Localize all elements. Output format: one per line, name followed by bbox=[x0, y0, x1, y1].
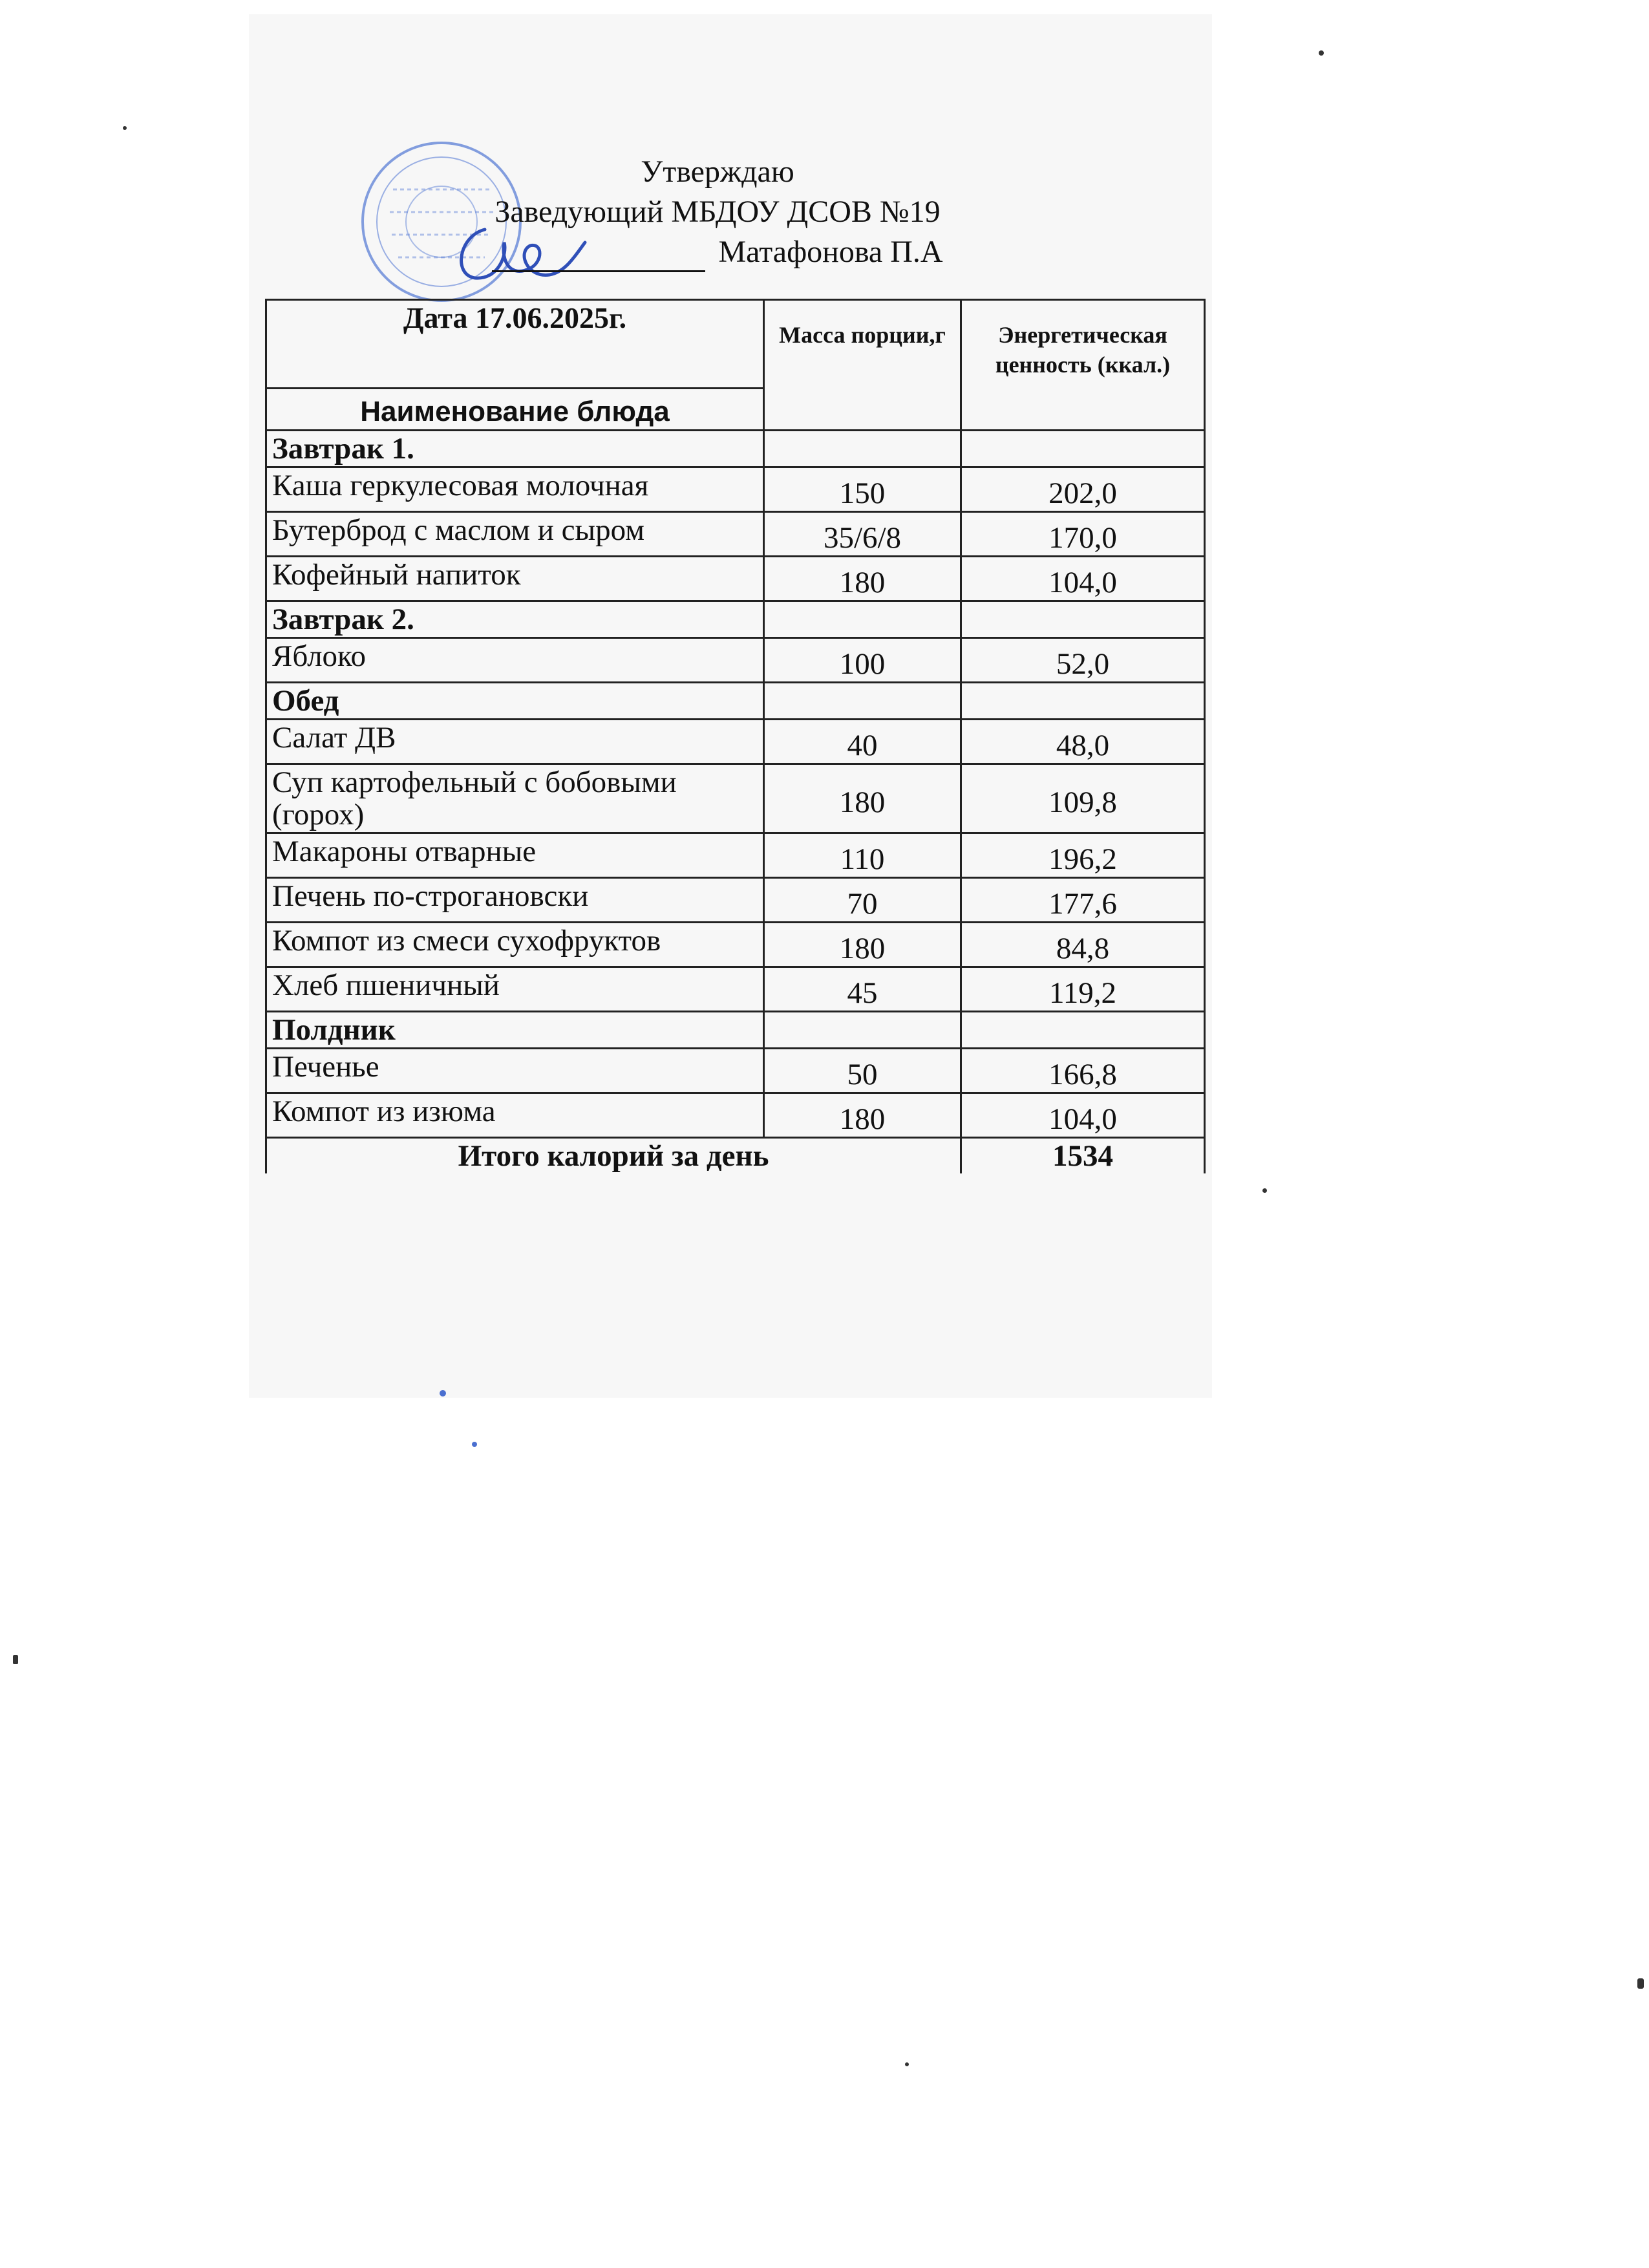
energy-cell bbox=[961, 1012, 1205, 1049]
energy-cell: 196,2 bbox=[961, 833, 1205, 878]
total-value: 1534 bbox=[961, 1138, 1205, 1174]
dish-name-cell: Обед bbox=[266, 683, 764, 720]
scan-speck bbox=[1262, 1188, 1267, 1193]
approval-signature-line bbox=[362, 232, 1073, 272]
mass-cell: 70 bbox=[764, 878, 961, 923]
scan-speck bbox=[905, 2062, 909, 2066]
dish-name-cell: Бутерброд с маслом и сыром bbox=[266, 512, 764, 557]
table-row bbox=[266, 833, 1205, 878]
dish-name-cell: Суп картофельный с бобовыми (горох) bbox=[266, 764, 764, 833]
approval-title: Утверждаю bbox=[641, 155, 794, 189]
section-row bbox=[266, 601, 1205, 638]
mass-cell: 40 bbox=[764, 720, 961, 764]
dish-name-cell: Яблоко bbox=[266, 638, 764, 683]
mass-cell: 180 bbox=[764, 923, 961, 967]
scan-speck bbox=[1319, 50, 1324, 56]
dish-name-cell: Макароны отварные bbox=[266, 833, 764, 878]
energy-cell: 48,0 bbox=[961, 720, 1205, 764]
dish-name-cell: Салат ДВ bbox=[266, 720, 764, 764]
section-row bbox=[266, 1012, 1205, 1049]
scan-speck bbox=[440, 1390, 446, 1396]
dish-name-cell: Завтрак 1. bbox=[266, 431, 764, 467]
dish-name-cell: Полдник bbox=[266, 1012, 764, 1049]
mass-cell bbox=[764, 683, 961, 720]
dish-name-cell: Завтрак 2. bbox=[266, 601, 764, 638]
energy-cell: 109,8 bbox=[961, 764, 1205, 833]
mass-cell bbox=[764, 431, 961, 467]
energy-cell: 177,6 bbox=[961, 878, 1205, 923]
table-row bbox=[266, 557, 1205, 601]
table-row bbox=[266, 1049, 1205, 1093]
section-row bbox=[266, 683, 1205, 720]
scan-speck bbox=[13, 1655, 18, 1664]
approval-block bbox=[362, 152, 1073, 272]
energy-cell: 104,0 bbox=[961, 557, 1205, 601]
approval-position: Заведующий МБДОУ ДСОВ №19 bbox=[495, 195, 941, 229]
energy-cell bbox=[961, 683, 1205, 720]
energy-cell: 104,0 bbox=[961, 1093, 1205, 1138]
dish-name-cell: Кофейный напиток bbox=[266, 557, 764, 601]
section-row bbox=[266, 431, 1205, 467]
mass-header: Масса порции,г bbox=[764, 300, 961, 431]
scan-speck bbox=[123, 126, 127, 130]
table-row bbox=[266, 512, 1205, 557]
energy-cell: 170,0 bbox=[961, 512, 1205, 557]
dish-name-cell: Каша геркулесовая молочная bbox=[266, 467, 764, 512]
mass-cell: 45 bbox=[764, 967, 961, 1012]
energy-cell: 202,0 bbox=[961, 467, 1205, 512]
mass-cell bbox=[764, 1012, 961, 1049]
energy-cell: 119,2 bbox=[961, 967, 1205, 1012]
table-row bbox=[266, 878, 1205, 923]
approval-signer: Матафонова П.А bbox=[718, 235, 943, 269]
menu-table bbox=[265, 299, 1206, 1173]
mass-cell: 100 bbox=[764, 638, 961, 683]
dish-name-cell: Компот из изюма bbox=[266, 1093, 764, 1138]
date-header: Дата 17.06.2025г. bbox=[266, 300, 764, 389]
mass-cell bbox=[764, 601, 961, 638]
mass-cell: 110 bbox=[764, 833, 961, 878]
table-row bbox=[266, 638, 1205, 683]
mass-cell: 35/6/8 bbox=[764, 512, 961, 557]
table-row bbox=[266, 467, 1205, 512]
table-row bbox=[266, 923, 1205, 967]
total-row bbox=[266, 1138, 1205, 1174]
total-label: Итого калорий за день bbox=[266, 1138, 961, 1174]
table-row bbox=[266, 764, 1205, 833]
table-row bbox=[266, 1093, 1205, 1138]
dish-name-cell: Печенье bbox=[266, 1049, 764, 1093]
scan-speck bbox=[472, 1442, 477, 1447]
dish-name-cell: Хлеб пшеничный bbox=[266, 967, 764, 1012]
mass-cell: 150 bbox=[764, 467, 961, 512]
energy-cell: 84,8 bbox=[961, 923, 1205, 967]
mass-cell: 180 bbox=[764, 764, 961, 833]
table-header-row bbox=[266, 300, 1205, 389]
scan-speck bbox=[1637, 1978, 1644, 1989]
dish-name-header: Наименование блюда bbox=[266, 389, 764, 431]
dish-name-cell: Компот из смеси сухофруктов bbox=[266, 923, 764, 967]
table-row bbox=[266, 967, 1205, 1012]
energy-cell: 166,8 bbox=[961, 1049, 1205, 1093]
energy-cell bbox=[961, 431, 1205, 467]
energy-header: Энергетическая ценность (ккал.) bbox=[961, 300, 1205, 431]
energy-cell bbox=[961, 601, 1205, 638]
dish-name-cell: Печень по-строгановски bbox=[266, 878, 764, 923]
signature-underline bbox=[492, 242, 705, 272]
mass-cell: 180 bbox=[764, 1093, 961, 1138]
table-row bbox=[266, 720, 1205, 764]
mass-cell: 50 bbox=[764, 1049, 961, 1093]
mass-cell: 180 bbox=[764, 557, 961, 601]
energy-cell: 52,0 bbox=[961, 638, 1205, 683]
